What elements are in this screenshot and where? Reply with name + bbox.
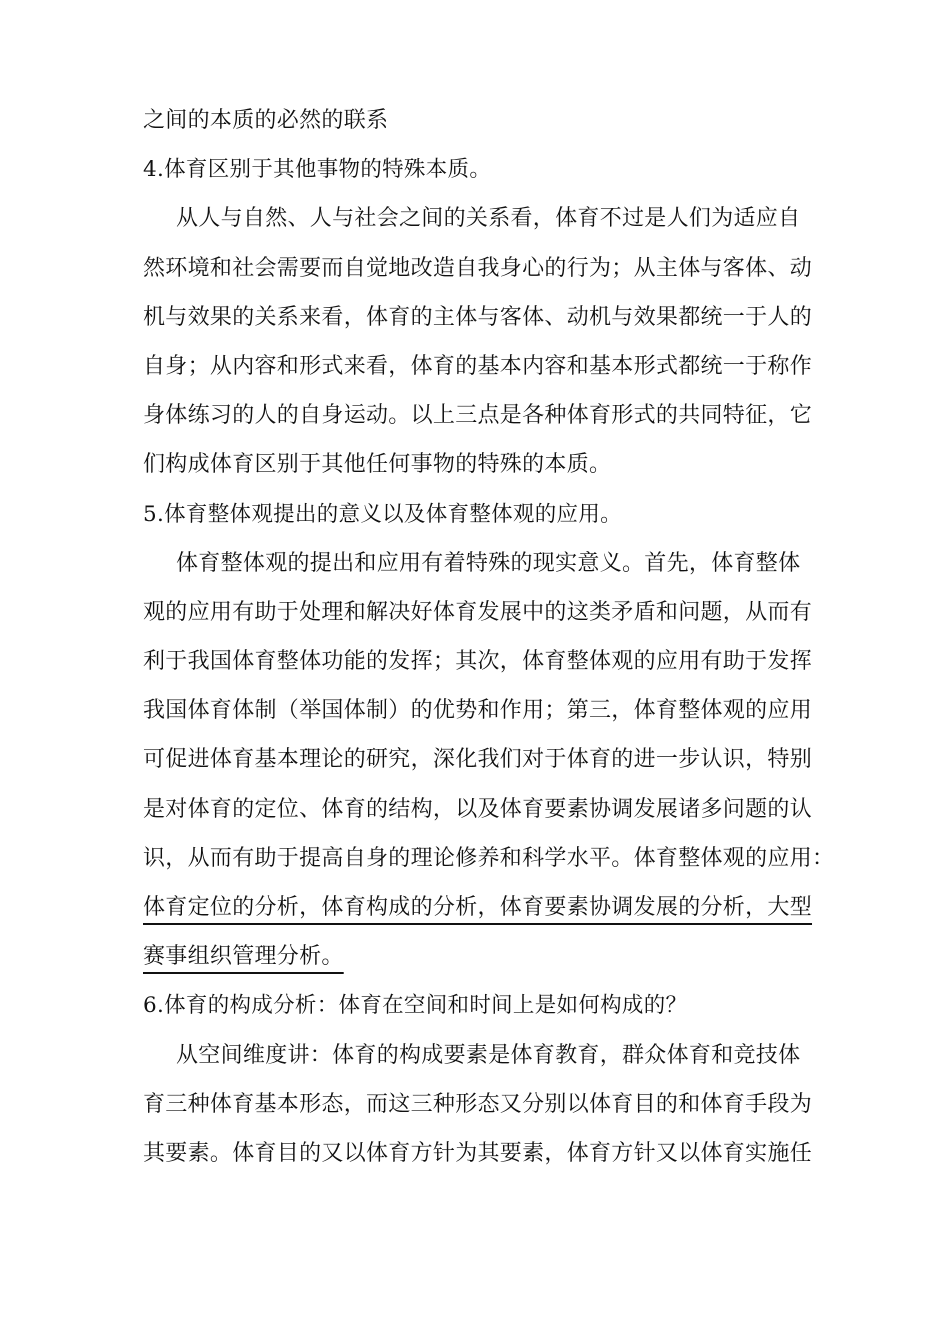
text-line-content: 是对体育的定位、体育的结构，以及体育要素协调发展诸多问题的认 — [143, 796, 813, 822]
text-line — [143, 834, 835, 883]
section-heading — [143, 490, 819, 539]
text-line — [143, 244, 819, 293]
text-line — [143, 391, 819, 440]
text-line — [143, 686, 819, 735]
text-line — [143, 96, 819, 145]
text-line-content: 利于我国体育整体功能的发挥；其次，体育整体观的应用有助于发挥 — [143, 649, 813, 675]
underlined-text: 体育定位的分析，体育构成的分析，体育要素协调发展的分析，大型 — [143, 895, 813, 920]
text-line-content: 育三种体育基本形态，而这三种形态又分别以体育目的和体育手段为 — [143, 1091, 813, 1117]
document-page — [143, 96, 835, 1178]
text-line — [143, 342, 819, 391]
text-line-content: 观的应用有助于处理和解决好体育发展中的这类矛盾和问题，从而有 — [143, 599, 813, 625]
underlined-text: 赛事组织管理分析。 — [143, 944, 344, 970]
text-line-content: 可促进体育基本理论的研究，深化我们对于体育的进一步认识，特别 — [143, 747, 813, 773]
text-line-content: 体育整体观的提出和应用有着特殊的现实意义。首先，体育整体 — [176, 550, 801, 576]
text-line-content: 自身；从内容和形式来看，体育的基本内容和基本形式都统一于称作 — [143, 353, 813, 379]
text-line — [143, 588, 819, 637]
text-line-content: 们构成体育区别于其他任何事物的特殊的本质。 — [143, 452, 612, 478]
text-line-content: 机与效果的关系来看，体育的主体与客体、动机与效果都统一于人的 — [143, 304, 813, 330]
text-line-content: 从人与自然、人与社会之间的关系看，体育不过是人们为适应自 — [176, 206, 801, 232]
section-heading-text: 4.体育区别于其他事物的特殊本质。 — [143, 157, 492, 183]
text-line-content: 之间的本质的必然的联系 — [143, 108, 389, 133]
underlined-text-line — [143, 932, 819, 981]
text-line — [143, 637, 819, 686]
section-heading-text: 6.体育的构成分析：体育在空间和时间上是如何构成的？ — [143, 993, 688, 1019]
text-line — [143, 735, 819, 784]
text-line — [143, 785, 819, 834]
text-line — [143, 293, 819, 342]
text-line-content: 其要素。体育目的又以体育方针为其要素，体育方针又以体育实施任 — [143, 1140, 813, 1166]
text-line — [143, 1129, 819, 1178]
text-line — [143, 1080, 819, 1129]
section-heading-text: 5.体育整体观提出的意义以及体育整体观的应用。 — [143, 501, 622, 527]
section-heading — [143, 981, 819, 1030]
text-line — [143, 440, 819, 489]
text-line-content: 从空间维度讲：体育的构成要素是体育教育，群众体育和竞技体 — [176, 1042, 801, 1068]
section-heading — [143, 145, 819, 194]
text-line-content: 识，从而有助于提高自身的理论修养和科学水平。体育整体观的应用： — [143, 845, 835, 871]
underlined-text-line — [143, 883, 819, 932]
text-line-content: 身体练习的人的自身运动。以上三点是各种体育形式的共同特征，它 — [143, 403, 813, 429]
text-line-content: 然环境和社会需要而自觉地改造自我身心的行为；从主体与客体、动 — [143, 255, 813, 281]
paragraph-first-line — [143, 539, 819, 588]
paragraph-first-line — [143, 1031, 819, 1080]
text-line-content: 我国体育体制（举国体制）的优势和作用；第三，体育整体观的应用 — [143, 698, 813, 724]
paragraph-first-line — [143, 194, 819, 243]
